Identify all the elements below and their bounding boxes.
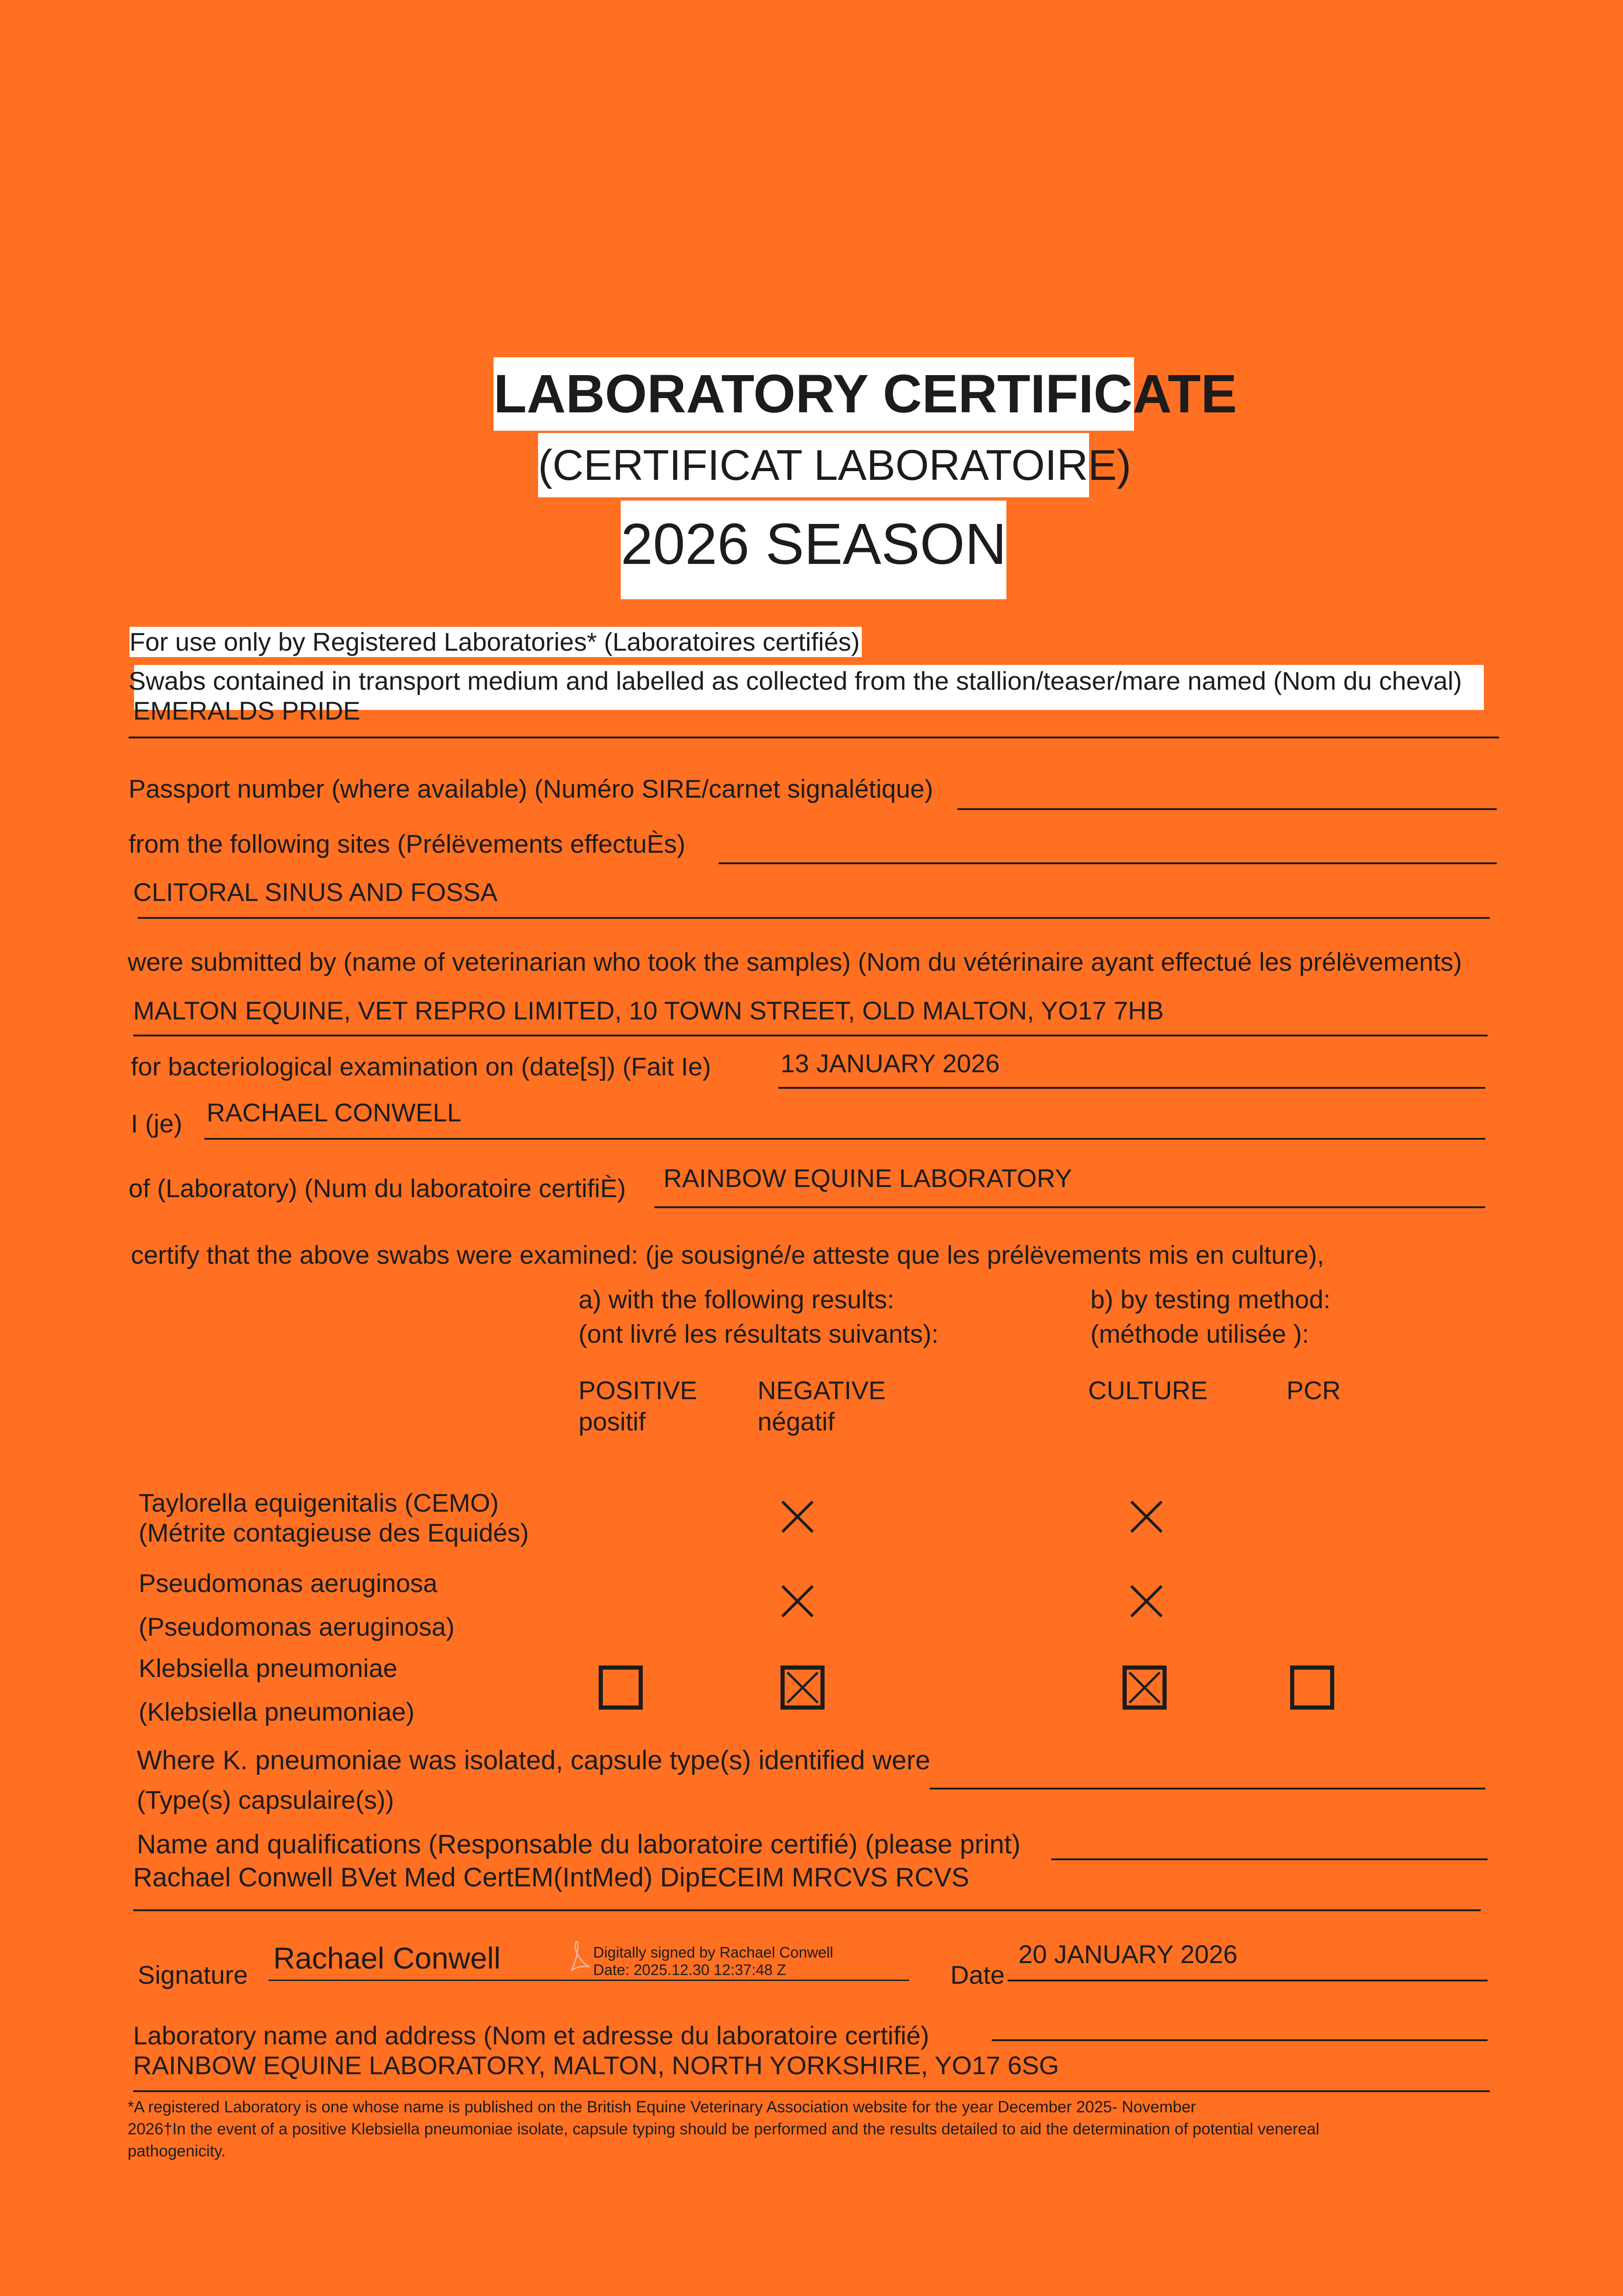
certificate-title: LABORATORY CERTIFICATE: [494, 357, 1134, 431]
date-line: [1008, 1980, 1488, 1981]
organism-name: Klebsiella pneumoniae: [139, 1654, 398, 1683]
date-field[interactable]: 20 JANUARY 2026: [1018, 1940, 1238, 1969]
method-heading-fr: (méthode utilisée ):: [1090, 1319, 1309, 1348]
signature-label: Signature: [138, 1960, 248, 1989]
col-negative-fr: négatif: [758, 1407, 835, 1436]
name-qual-line: [133, 1909, 1481, 1911]
certify-text: certify that the above swabs were examined: (je sousigné/e atteste que les prélëvements mis en culture),: [131, 1240, 1325, 1269]
checkbox-cross-icon: [785, 1670, 820, 1705]
footnote-line3: pathogenicity.: [128, 2142, 226, 2160]
footnote-line2: 2026†In the event of a positive Klebsiella pneumoniae isolate, capsule typing should be performed and the results detailed to aid the determination of potential venereal: [128, 2120, 1320, 2138]
certificate-title-fr: (CERTIFICAT LABORATOIRE): [538, 433, 1089, 497]
cross-mark-icon: [781, 1500, 814, 1534]
cross-mark-icon: [781, 1584, 814, 1618]
checkbox-cross-icon: [1127, 1670, 1162, 1705]
cross-mark-icon: [1129, 1500, 1163, 1534]
i-line: [204, 1138, 1485, 1140]
organism-name-fr: (Klebsiella pneumoniae): [139, 1697, 415, 1726]
pcr-checkbox[interactable]: [1290, 1666, 1334, 1710]
submitted-label: were submitted by (name of veterinarian who took the samples) (Nom du vétérinaire ayant effectué les prélëvements): [128, 947, 1462, 976]
exam-date-field[interactable]: 13 JANUARY 2026: [781, 1049, 1000, 1078]
name-qual-field[interactable]: Rachael Conwell BVet Med CertEM(IntMed) DipECEIM MRCVS RCVS: [133, 1863, 970, 1892]
horse-name-line: [129, 737, 1499, 738]
date-label: Date: [950, 1960, 1005, 1989]
col-negative: NEGATIVE: [758, 1376, 886, 1405]
capsule-line: [930, 1788, 1485, 1790]
digital-signature-line1: Digitally signed by Rachael Conwell: [593, 1944, 833, 1961]
col-positive-fr: positif: [578, 1407, 646, 1436]
signature-line: [269, 1980, 909, 1981]
lab-label: of (Laboratory) (Num du laboratoire certifiÈ): [129, 1174, 626, 1203]
method-heading: b) by testing method:: [1090, 1285, 1331, 1314]
passport-line: [957, 808, 1497, 810]
organism-name: Taylorella equigenitalis (CEMO): [139, 1488, 499, 1517]
lab-address-field[interactable]: RAINBOW EQUINE LABORATORY, MALTON, NORTH YORKSHIRE, YO17 6SG: [133, 2051, 1059, 2080]
i-label: I (je): [131, 1109, 182, 1138]
exam-date-line: [778, 1087, 1485, 1089]
positive-checkbox[interactable]: [599, 1666, 643, 1710]
capsule-label-fr: (Type(s) capsulaire(s)): [137, 1785, 394, 1814]
col-positive: POSITIVE: [578, 1376, 697, 1405]
signature-name[interactable]: Rachael Conwell: [273, 1941, 501, 1975]
organism-name-fr: (Métrite contagieuse des Equidés): [139, 1518, 529, 1547]
submitted-line: [133, 1035, 1488, 1036]
exam-date-label: for bacteriological examination on (date[s]) (Fait Ie): [131, 1052, 711, 1081]
lab-field[interactable]: RAINBOW EQUINE LABORATORY: [663, 1164, 1072, 1193]
organism-name: Pseudomonas aeruginosa: [139, 1569, 438, 1598]
sites-label: from the following sites (Prélëvements effectuÈs): [129, 829, 685, 858]
capsule-label: Where K. pneumoniae was isolated, capsule type(s) identified were: [137, 1745, 931, 1775]
name-qual-label-line: [1051, 1858, 1488, 1860]
lab-address-label: Laboratory name and address (Nom et adresse du laboratoire certifié): [133, 2021, 929, 2050]
digital-signature-line2: Date: 2025.12.30 12:37:48 Z: [593, 1961, 786, 1978]
name-qual-label: Name and qualifications (Responsable du laboratoire certifié) (please print): [137, 1829, 1021, 1859]
negative-checkbox[interactable]: [781, 1666, 825, 1710]
sites-field[interactable]: CLITORAL SINUS AND FOSSA: [133, 878, 498, 906]
acrobat-signature-icon: [569, 1940, 591, 1972]
culture-checkbox[interactable]: [1123, 1666, 1167, 1710]
season-title: 2026 SEASON: [621, 501, 1006, 599]
lab-address-line: [133, 2090, 1490, 2092]
i-field[interactable]: RACHAEL CONWELL: [207, 1098, 461, 1127]
sites-label-line: [719, 862, 1497, 864]
lab-address-label-line: [992, 2039, 1488, 2041]
cross-mark-icon: [1129, 1584, 1163, 1618]
registered-use-note: For use only by Registered Laboratories* (Laboratoires certifiés): [129, 627, 862, 657]
organism-name-fr: (Pseudomonas aeruginosa): [139, 1612, 455, 1641]
passport-label: Passport number (where available) (Numéro SIRE/carnet signalétique): [129, 774, 933, 803]
results-heading: a) with the following results:: [578, 1285, 894, 1314]
col-pcr: PCR: [1286, 1376, 1341, 1405]
swabs-label: Swabs contained in transport medium and labelled as collected from the stallion/teaser/mare named (Nom du cheval): [129, 666, 1462, 695]
col-culture: CULTURE: [1088, 1376, 1208, 1405]
lab-line: [654, 1206, 1485, 1208]
submitted-field[interactable]: MALTON EQUINE, VET REPRO LIMITED, 10 TOWN STREET, OLD MALTON, YO17 7HB: [133, 996, 1164, 1025]
horse-name-field[interactable]: EMERALDS PRIDE: [133, 696, 360, 725]
footnote-line1: *A registered Laboratory is one whose name is published on the British Equine Veterinary Association website for the year December 2025- November: [128, 2098, 1196, 2116]
sites-line: [138, 917, 1490, 919]
results-heading-fr: (ont livré les résultats suivants):: [578, 1319, 939, 1348]
